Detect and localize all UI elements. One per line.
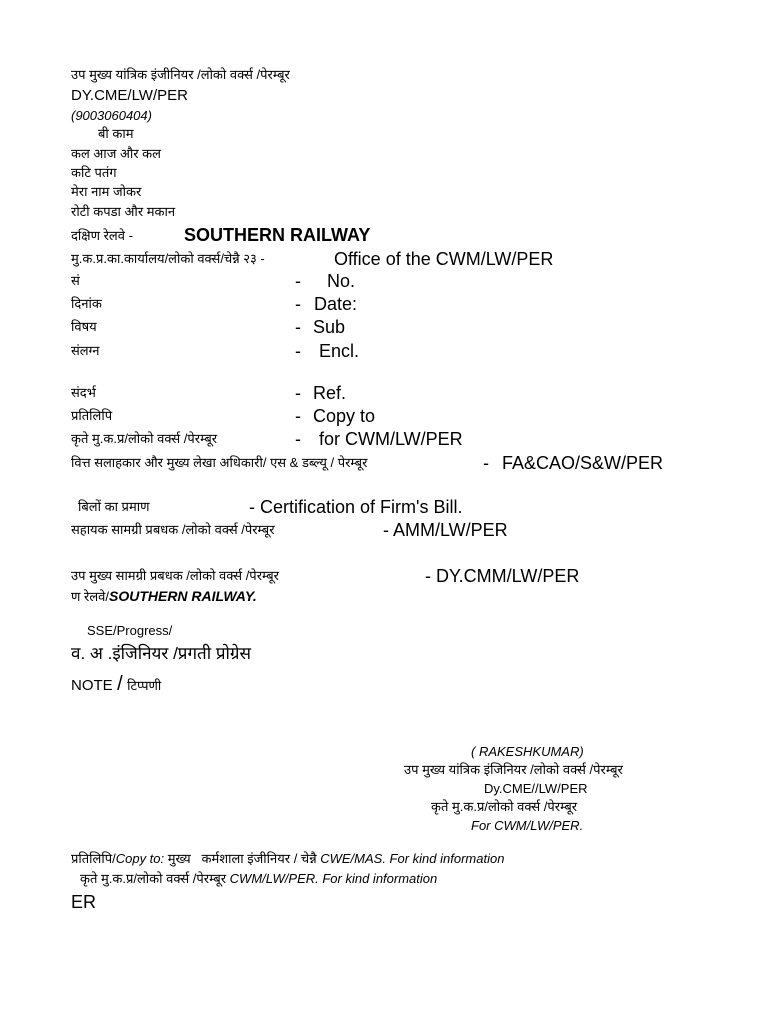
dycmm-english: - DY.CMM/LW/PER <box>425 566 580 586</box>
signature-designation-english: Dy.CME//LW/PER <box>484 781 588 796</box>
field-ref-dash: - <box>295 383 301 403</box>
railway-hindi: दक्षिण रेलवे - <box>71 228 133 243</box>
copy-to-line-1 <box>71 852 504 867</box>
office-hindi: मु.क.प्र.का.कार्यालय/लोको वर्क्स/चेन्नै २३ - <box>71 251 265 266</box>
field-sub-english: Sub <box>313 317 346 337</box>
copy-to-line-2 <box>80 872 437 887</box>
signature-for-english: For CWM/LW/PER. <box>471 818 584 833</box>
footer-mark: ER <box>71 892 97 912</box>
field-sub-hindi: विषय <box>71 319 97 334</box>
amm-english: - AMM/LW/PER <box>383 520 508 540</box>
field-for-cwm-hindi: कृते मु.क.प्र/लोको वर्क्स /पेरम्बूर <box>71 431 218 446</box>
southern-railway-line-english: SOUTHERN RAILWAY. <box>108 588 257 604</box>
field-sub-dash: - <box>295 317 301 337</box>
copy-to-line-1-english-b: CWE/MAS. For kind information <box>320 851 505 866</box>
field-ref-hindi: संदर्भ <box>71 385 96 400</box>
subject-english: - Certification of Firm's Bill. <box>249 497 463 517</box>
field-no-dash: - <box>295 271 301 291</box>
field-ref-english: Ref. <box>313 383 347 403</box>
progress-hindi: व. अ .इंजिनियर /प्रगती प्रोग्रेस <box>71 644 252 663</box>
field-encl-hindi: संलग्न <box>71 343 100 358</box>
field-facao-english: FA&CAO/S&W/PER <box>502 453 664 473</box>
office-english: Office of the CWM/LW/PER <box>334 249 554 269</box>
copy-to-line-1-hindi-a: प्रतिलिपि/ <box>71 851 116 866</box>
note-hindi: टिप्पणी <box>127 678 162 693</box>
header-designation-english: DY.CME/LW/PER <box>71 87 188 104</box>
copy-to-line-2-hindi: कृते मु.क.प्र/लोको वर्क्स /पेरम्बूर <box>80 871 230 886</box>
dycmm-hindi: उप मुख्य सामग्री प्रबधक /लोको वर्क्स /पेरम्बूर <box>71 568 279 583</box>
field-facao-dash: - <box>483 453 489 473</box>
field-for-cwm-dash: - <box>295 429 301 449</box>
field-no-english: No. <box>327 271 356 291</box>
header-line-3: कटि पतंग <box>71 165 117 180</box>
copy-to-line-1-hindi-b: मुख्य कर्मशाला इंजीनियर / चेन्नै <box>164 851 321 866</box>
signature-for-hindi: कृते मु.क.प्र/लोको वर्क्स /पेरम्बूर <box>431 799 578 814</box>
southern-railway-line-hindi: ण रेलवे/ <box>71 589 109 604</box>
field-copyto-dash: - <box>295 406 301 426</box>
field-no-hindi: सं <box>71 273 80 288</box>
header-line-4: मेरा नाम जोकर <box>71 184 142 199</box>
field-date-hindi: दिनांक <box>71 296 102 311</box>
field-copyto-hindi: प्रतिलिपि <box>71 408 113 423</box>
field-for-cwm-english: for CWM/LW/PER <box>319 429 463 449</box>
signature-designation-hindi: उप मुख्य यांत्रिक इंजिनियर /लोको वर्क्स /पेरम्बूर <box>404 762 623 777</box>
railway-english: SOUTHERN RAILWAY <box>184 225 371 245</box>
copy-to-line-2-english: CWM/LW/PER. For kind information <box>229 871 438 886</box>
copy-to-line-1-english-a: Copy to: <box>115 851 165 866</box>
header-phone: (9003060404) <box>71 108 152 123</box>
progress-english: SSE/Progress/ <box>87 623 173 638</box>
field-encl-dash: - <box>295 341 301 361</box>
note-heading <box>71 673 161 696</box>
note-slash: / <box>117 673 123 695</box>
header-line-5: रोटी कपडा और मकान <box>71 204 176 219</box>
header-line-2: कल आज और कल <box>71 146 161 161</box>
field-date-dash: - <box>295 294 301 314</box>
header-designation-hindi: उप मुख्य यांत्रिक इंजीनियर /लोको वर्क्स /पेरम्बूर <box>71 67 290 82</box>
field-copyto-english: Copy to <box>313 406 376 426</box>
field-encl-english: Encl. <box>319 341 360 361</box>
signature-name: ( RAKESHKUMAR) <box>471 744 584 759</box>
field-facao-hindi: वित्त सलाहकार और मुख्य लेखा अधिकारी/ एस & डब्ल्यू / पेरम्बूर <box>71 455 368 470</box>
header-line-1: बी काम <box>98 126 134 141</box>
field-date-english: Date: <box>314 294 358 314</box>
note-english: NOTE <box>71 677 113 694</box>
amm-hindi: सहायक सामग्री प्रबधक /लोको वर्क्स /पेरम्बूर <box>71 522 275 537</box>
southern-railway-line <box>71 588 257 605</box>
subject-hindi: बिलों का प्रमाण <box>78 499 150 514</box>
